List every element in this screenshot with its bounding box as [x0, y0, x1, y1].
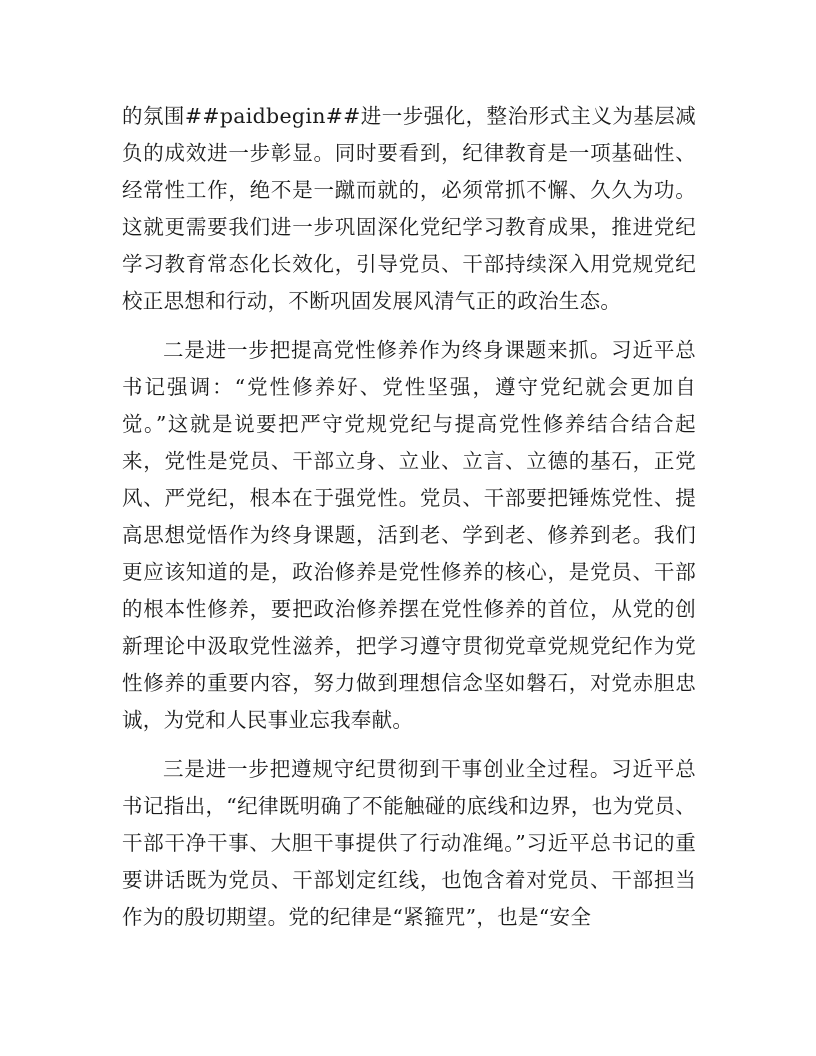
- paragraph-3: 三是进一步把遵规守纪贯彻到干事创业全过程。习近平总书记指出，“纪律既明确了不能触碰的底线和边界，也为党员、干部干净干事、大胆干事提供了行动准绳。”习近平总书记的重要讲话既为党员、干部划定红线，也饱含着对党员、干部担当作为的殷切期望。党的纪律是“紧箍咒”，也是“安全: [122, 757, 696, 929]
- document-body: [122, 98, 696, 948]
- paragraph-1: 的氛围##paidbegin##进一步强化，整治形式主义为基层减负的成效进一步彰显。同时要看到，纪律教育是一项基础性、经常性工作，绝不是一蹴而就的，必须常抓不懈、久久为功。这就更需要我们进一步巩固深化党纪学习教育成果，推进党纪学习教育常态化长效化，引导党员、干部持续深入用党规党纪校正思想和行动，不断巩固发展风清气正的政治生态。: [122, 104, 696, 313]
- paragraph-2: 二是进一步把提高党性修养作为终身课题来抓。习近平总书记强调：“党性修养好、党性坚强，遵守党纪就会更加自觉。”这就是说要把严守党规党纪与提高党性修养结合结合起来，党性是党员、干部立身、立业、立言、立德的基石，正党风、严党纪，根本在于强党性。党员、干部要把锤炼党性、提高思想觉悟作为终身课题，活到老、学到老、修养到老。我们更应该知道的是，政治修养是党性修养的核心，是党员、干部的根本性修养，要把政治修养摆在党性修养的首位，从党的创新理论中汲取党性滋养，把学习遵守贯彻党章党规党纪作为党性修养的重要内容，努力做到理想信念坚如磐石，对党赤胆忠诚，为党和人民事业忘我奉献。: [122, 338, 696, 732]
